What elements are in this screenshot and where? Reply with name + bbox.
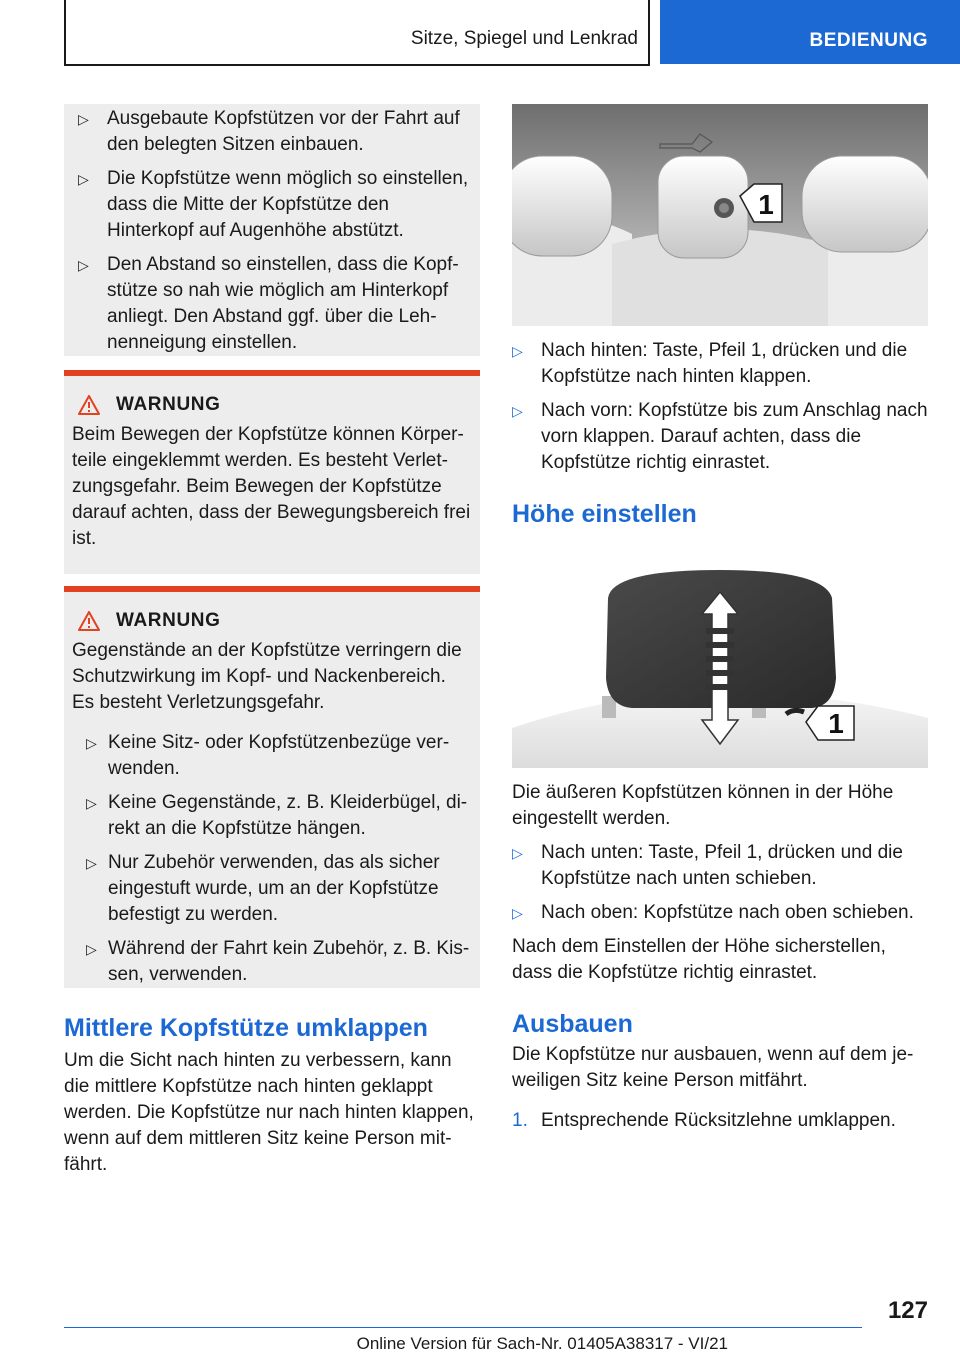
list-item: ▷ Nach oben: Kopfstütze nach oben schieben. [512, 900, 928, 926]
header-bottom-rule [64, 64, 650, 66]
header-section-title: Sitze, Spiegel und Lenkrad [410, 28, 638, 49]
list-item: ▷ Keine Gegenstände, z. B. Kleiderbügel, direkt an die Kopfstütze hängen. [86, 792, 468, 839]
triangle-bullet-icon: ▷ [78, 257, 89, 273]
triangle-bullet-icon: ▷ [86, 735, 97, 751]
list-item: ▷ Den Abstand so einstellen, dass die Kopfstütze so nah wie möglich am Hinterkopf anliegt. Den Abstand ggf. über die Lehnenneigung einstellen. [78, 254, 459, 353]
header-chapter-label: BEDIENUNG [809, 30, 928, 51]
intro-list-box [64, 104, 480, 356]
footer-rule [64, 1327, 862, 1328]
triangle-bullet-icon: ▷ [512, 845, 523, 861]
image-callout-label: 1 [758, 189, 774, 220]
warning-list [72, 730, 472, 988]
section-heading: Mittlere Kopfstütze umklappen [64, 1014, 428, 1042]
triangle-bullet-icon: ▷ [512, 343, 523, 359]
triangle-bullet-icon: ▷ [78, 171, 89, 187]
fold-instructions-list [512, 338, 928, 476]
list-item: ▷ Nach vorn: Kopfstütze bis zum Anschlag nach vorn klappen. Darauf achten, dass die Kopfstütze richtig einrastet. [512, 400, 928, 473]
warning-text: Gegenstände an der Kopfstütze verringern die Schutzwirkung im Kopf- und Nackenbereich. Es besteht Verletzungsgefahr. [72, 640, 462, 713]
image-callout-label: 1 [828, 708, 844, 739]
warning-title: WARNUNG [78, 610, 472, 632]
warning-box-1 [64, 370, 480, 574]
height-instructions-list [512, 840, 928, 926]
triangle-bullet-icon: ▷ [512, 905, 523, 921]
header-chapter-tab [660, 0, 960, 64]
list-item: ▷ Ausgebaute Kopfstützen vor der Fahrt auf den belegten Sitzen einbauen. [78, 108, 460, 155]
triangle-bullet-icon: ▷ [512, 403, 523, 419]
height-body: Die äußeren Kopfstützen können in der Höhe eingestellt werden. [512, 782, 894, 829]
footer-online-version: Online Version für Sach-Nr. 01405A38317 - VI/21 [356, 1334, 728, 1353]
list-item: ▷ Keine Sitz- oder Kopfstützenbezüge verwenden. [86, 732, 450, 779]
remove-body: Die Kopfstütze nur ausbauen, wenn auf dem jeweiligen Sitz keine Person mitfährt. [512, 1044, 914, 1091]
headrest-fold-illustration [512, 104, 928, 326]
list-item: 1. Entsprechende Rücksitzlehne umklappen. [512, 1108, 928, 1134]
warning-box-2 [64, 586, 480, 988]
left-column [64, 104, 480, 1178]
section-body: Um die Sicht nach hinten zu verbessern, kann die mittlere Kopfstütze nach hinten geklappt werden. Die Kopfstütze nur nach hinten klappen, wenn auf dem mittleren Sitz keine Person mitfährt. [64, 1050, 474, 1175]
headrest-fold-image [512, 104, 928, 326]
height-note: Nach dem Einstellen der Höhe sicherstellen, dass die Kopfstütze richtig einrastet. [512, 936, 886, 983]
intro-list [64, 106, 480, 356]
triangle-bullet-icon: ▷ [86, 941, 97, 957]
right-column [512, 104, 928, 1134]
section-heading: Ausbauen [512, 1010, 633, 1038]
remove-steps [512, 1108, 928, 1134]
headrest-height-image [512, 568, 928, 768]
triangle-bullet-icon: ▷ [78, 111, 89, 127]
header-left-rule [64, 0, 66, 66]
headrest-height-illustration [512, 568, 928, 768]
list-item: ▷ Während der Fahrt kein Zubehör, z. B. Kissen, verwenden. [86, 938, 470, 985]
warning-title: WARNUNG [78, 394, 472, 416]
warning-triangle-icon [78, 395, 100, 415]
list-item: ▷ Nach unten: Taste, Pfeil 1, drücken und die Kopfstütze nach unten schieben. [512, 842, 903, 889]
list-item: ▷ Nur Zubehör verwenden, das als sicher eingestuft wurde, um an der Kopfstütze befestigt zu werden. [86, 852, 440, 925]
list-item: ▷ Die Kopfstütze wenn möglich so einstellen, dass die Mitte der Kopfstütze den Hinterkopf auf Augenhöhe abstützt. [78, 168, 469, 241]
step-number: 1. [512, 1110, 528, 1131]
header-right-rule [648, 0, 650, 66]
triangle-bullet-icon: ▷ [86, 855, 97, 871]
warning-text: Beim Bewegen der Kopfstütze können Körperteile eingeklemmt werden. Es besteht Verletzungsgefahr. Beim Bewegen der Kopfstütze darauf achten, dass der Bewegungsbereich frei ist. [72, 424, 471, 549]
page-number: 127 [887, 1297, 928, 1324]
warning-triangle-icon [78, 611, 100, 631]
triangle-bullet-icon: ▷ [86, 795, 97, 811]
section-heading: Höhe einstellen [512, 500, 697, 528]
list-item: ▷ Nach hinten: Taste, Pfeil 1, drücken und die Kopfstütze nach hinten klappen. [512, 340, 908, 387]
